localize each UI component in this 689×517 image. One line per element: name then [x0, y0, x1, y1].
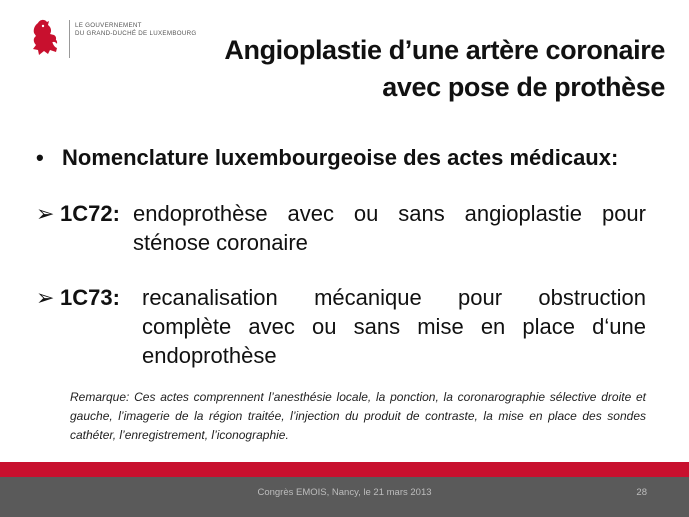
item-code: 1C73: [60, 285, 120, 310]
slide-title [224, 32, 665, 106]
footer-bar [0, 477, 689, 517]
footer-conference-text: Congrès EMOIS, Nancy, le 21 mars 2013 [257, 487, 432, 498]
arrow-bullet-icon: ➢ [36, 285, 55, 310]
item-code: 1C72: [60, 201, 120, 226]
government-name [75, 22, 197, 38]
code-item-1c72 [36, 199, 646, 257]
code-item-1c73 [36, 283, 646, 370]
government-line-1: LE GOUVERNEMENT [75, 22, 142, 29]
nomenclature-bullet [36, 145, 618, 171]
government-logo [30, 18, 200, 62]
remark-note: Remarque: Ces actes comprennent l’anesthésie locale, la ponction, la coronarographie sélective droite et gauche, l’imagerie de la région traitée, l’injection du produit de contraste, la mise en place des sondes cathéter, l’enregistrement, l’iconographie. [70, 390, 646, 442]
logo-divider [69, 20, 70, 58]
item-description: recanalisation mécanique pour obstruction complète avec ou sans mise en place d‘une endoprothèse [142, 285, 646, 368]
slide-number: 28 [636, 487, 647, 498]
nomenclature-heading: Nomenclature luxembourgeoise des actes médicaux: [62, 145, 619, 170]
slide-title-line-1: Angioplastie d’une artère coronaire [224, 35, 665, 65]
government-line-2: DU GRAND-DUCHÉ DE LUXEMBOURG [75, 30, 197, 37]
lion-icon [30, 18, 60, 56]
arrow-bullet-icon: ➢ [36, 201, 55, 226]
item-description: endoprothèse avec ou sans angioplastie pour sténose coronaire [133, 201, 646, 255]
footer-red-band [0, 462, 689, 477]
slide-title-line-2: avec pose de prothèse [382, 72, 665, 102]
bullet-dot: • [36, 145, 44, 170]
